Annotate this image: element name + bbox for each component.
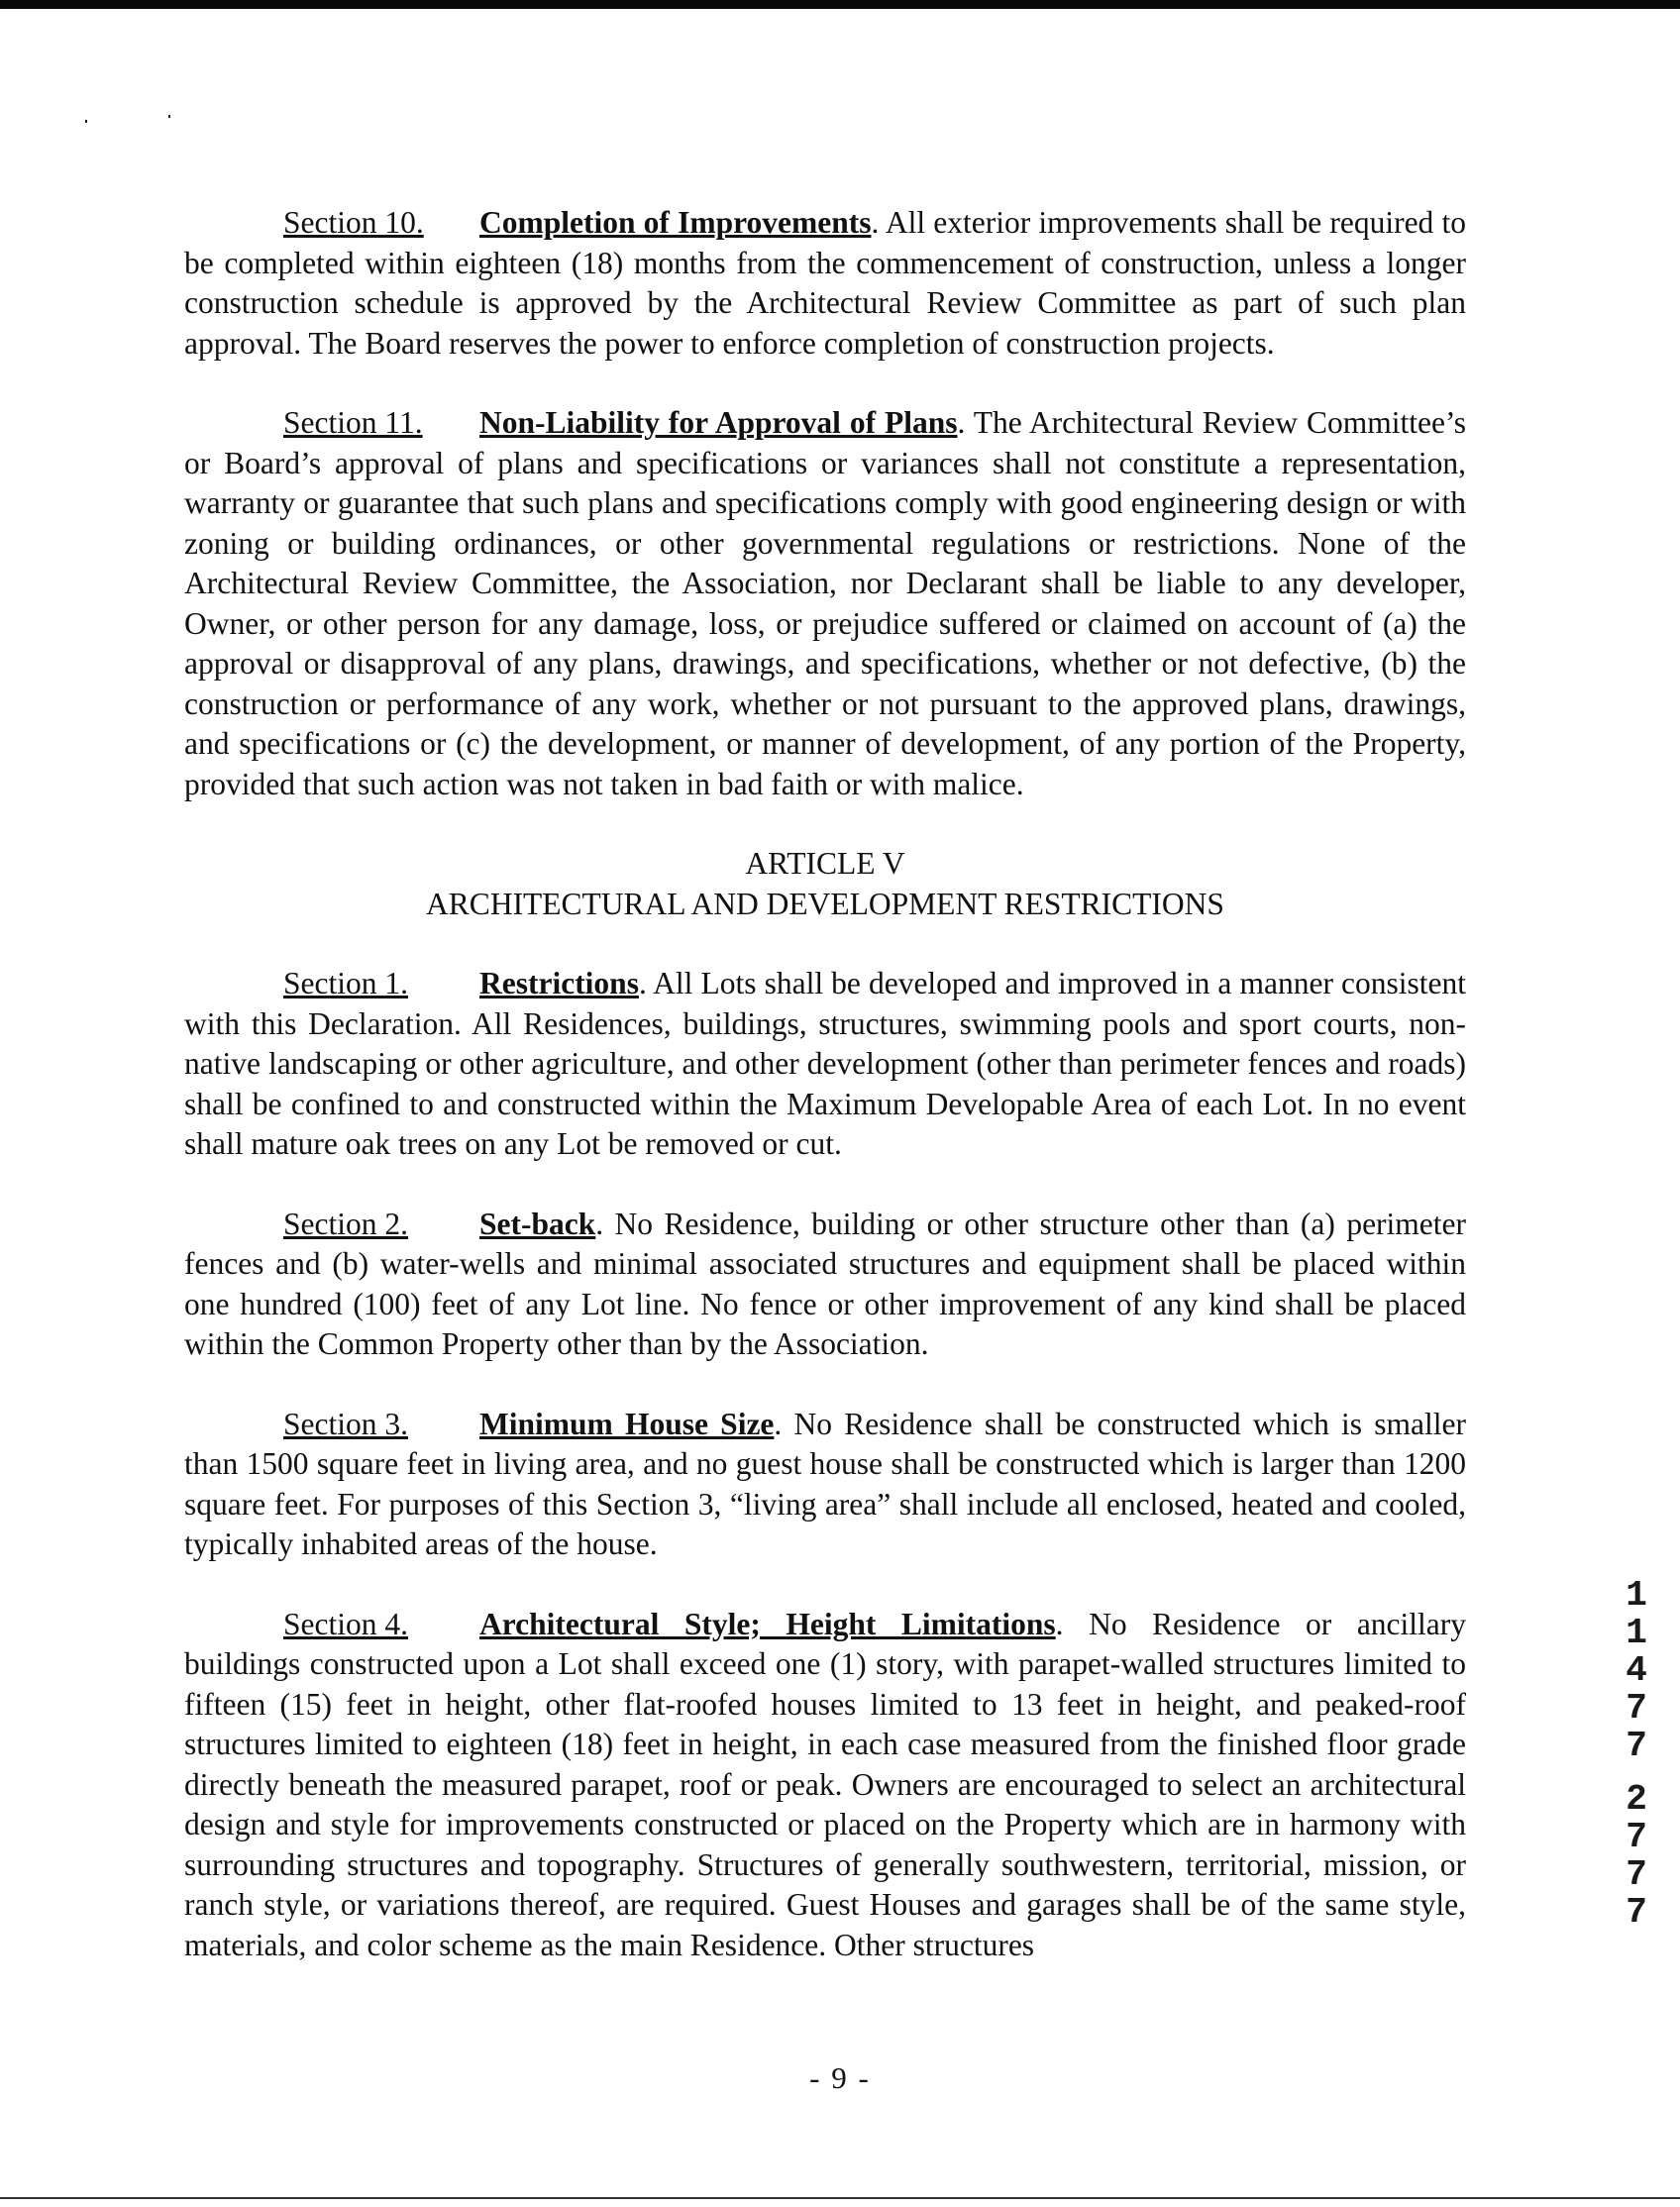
stamp-digit: 1 (1626, 1613, 1647, 1653)
section-label: Section 11. (283, 405, 423, 440)
stamp-digit: 4 (1626, 1650, 1647, 1691)
section-label: Section 4. (283, 1606, 408, 1641)
section-text: . All Lots shall be developed and improved in a manner consistent with this Declaration. All Residences, buildings, structures, swimming pools and sport courts, non-native landscaping or other agriculture, and other development (other than perimeter fences and roads) shall be confined to and constructed within the Maximum Developable Area of each Lot. In no event shall mature oak trees on any Lot be removed or cut. (184, 966, 1466, 1161)
scan-speck (168, 115, 170, 118)
stamp-digit: 7 (1626, 1726, 1647, 1766)
scan-bottom-border (0, 2197, 1680, 2199)
section-title: Set-back (479, 1206, 596, 1241)
stamp-digit: 7 (1626, 1688, 1647, 1729)
article-section-2-paragraph (184, 1205, 1466, 1365)
article-section-4-paragraph (184, 1605, 1466, 1966)
stamp-digit: 1 (1626, 1575, 1647, 1616)
page-number: - 9 - (809, 2060, 871, 2095)
article-section-1-paragraph (184, 964, 1466, 1165)
section-text: . All exterior improvements shall be required to be completed within eighteen (18) months from the commencement of construction, unless a longer construction schedule is approved by the Architectural Review Committee as part of such plan approval. The Board reserves the power to enforce completion of construction projects. (184, 205, 1466, 361)
section-title: Completion of Improvements (479, 205, 872, 240)
section-label: Section 3. (283, 1406, 408, 1441)
article-number: ARTICLE V (745, 846, 905, 881)
section-title: Architectural Style; Height Limitations (479, 1606, 1056, 1641)
section-title: Minimum House Size (479, 1406, 775, 1441)
article-title: ARCHITECTURAL AND DEVELOPMENT RESTRICTIONS (426, 886, 1224, 921)
stamp-digit: 7 (1626, 1817, 1647, 1857)
scan-speck (85, 120, 87, 123)
document-body (184, 203, 1466, 2005)
section-text: . No Residence, building or other structure other than (a) perimeter fences and (b) water-wells and minimal associated structures and equipment shall be placed within one hundred (100) feet of any Lot line. No fence or other improvement of any kind shall be placed within the Common Property other than by the Association. (184, 1206, 1466, 1361)
section-10-paragraph (184, 203, 1466, 364)
article-section-3-paragraph (184, 1405, 1466, 1565)
section-11-paragraph (184, 403, 1466, 804)
section-text: . No Residence or ancillary buildings constructed upon a Lot shall exceed one (1) story, with parapet-walled structures limited to fifteen (15) feet in height, other flat-roofed houses limited to 13 feet in height, and peaked-roof structures limited to eighteen (18) feet in height, in each case measured from the finished floor grade directly beneath the measured parapet, roof or peak. Owners are encouraged to select an architectural design and style for improvements constructed or placed on the Property which are in harmony with surrounding structures and topography. Structures of generally southwestern, territorial, mission, or ranch style, or variations thereof, are required. Guest Houses and garages shall be of the same style, materials, and color scheme as the main Residence. Other structures (184, 1606, 1467, 1962)
recording-stamp-group-2 (1617, 1781, 1656, 1932)
section-text: . No Residence shall be constructed which is smaller than 1500 square feet in living area, and no guest house shall be constructed which is larger than 1200 square feet. For purposes of this Section 3, “living area” shall include all enclosed, heated and cooled, typically inhabited areas of the house. (184, 1406, 1466, 1561)
stamp-digit: 7 (1626, 1892, 1647, 1933)
stamp-digit: 7 (1626, 1854, 1647, 1895)
recording-stamp-group-1 (1617, 1577, 1656, 1765)
article-heading (184, 844, 1466, 924)
section-label: Section 2. (283, 1206, 408, 1241)
section-text: . The Architectural Review Committee’s or Board’s approval of plans and specifications or variances shall not constitute a representation, warranty or guarantee that such plans and specifications comply with good engineering design or with zoning or building ordinances, or other governmental regulations or restrictions. None of the Architectural Review Committee, the Association, nor Declarant shall be liable to any developer, Owner, or other person for any damage, loss, or prejudice suffered or claimed on account of (a) the approval or disapproval of any plans, drawings, and specifications, whether or not defective, (b) the construction or performance of any work, whether or not pursuant to the approved plans, drawings, and specifications or (c) the development, or manner of development, of any portion of the Property, provided that such action was not taken in bad faith or with malice. (184, 405, 1466, 801)
scan-top-border (0, 0, 1680, 9)
section-title: Non-Liability for Approval of Plans (479, 405, 958, 440)
section-label: Section 1. (283, 966, 408, 1000)
section-label: Section 10. (283, 205, 424, 240)
section-title: Restrictions (479, 966, 639, 1000)
stamp-digit: 2 (1626, 1779, 1647, 1820)
